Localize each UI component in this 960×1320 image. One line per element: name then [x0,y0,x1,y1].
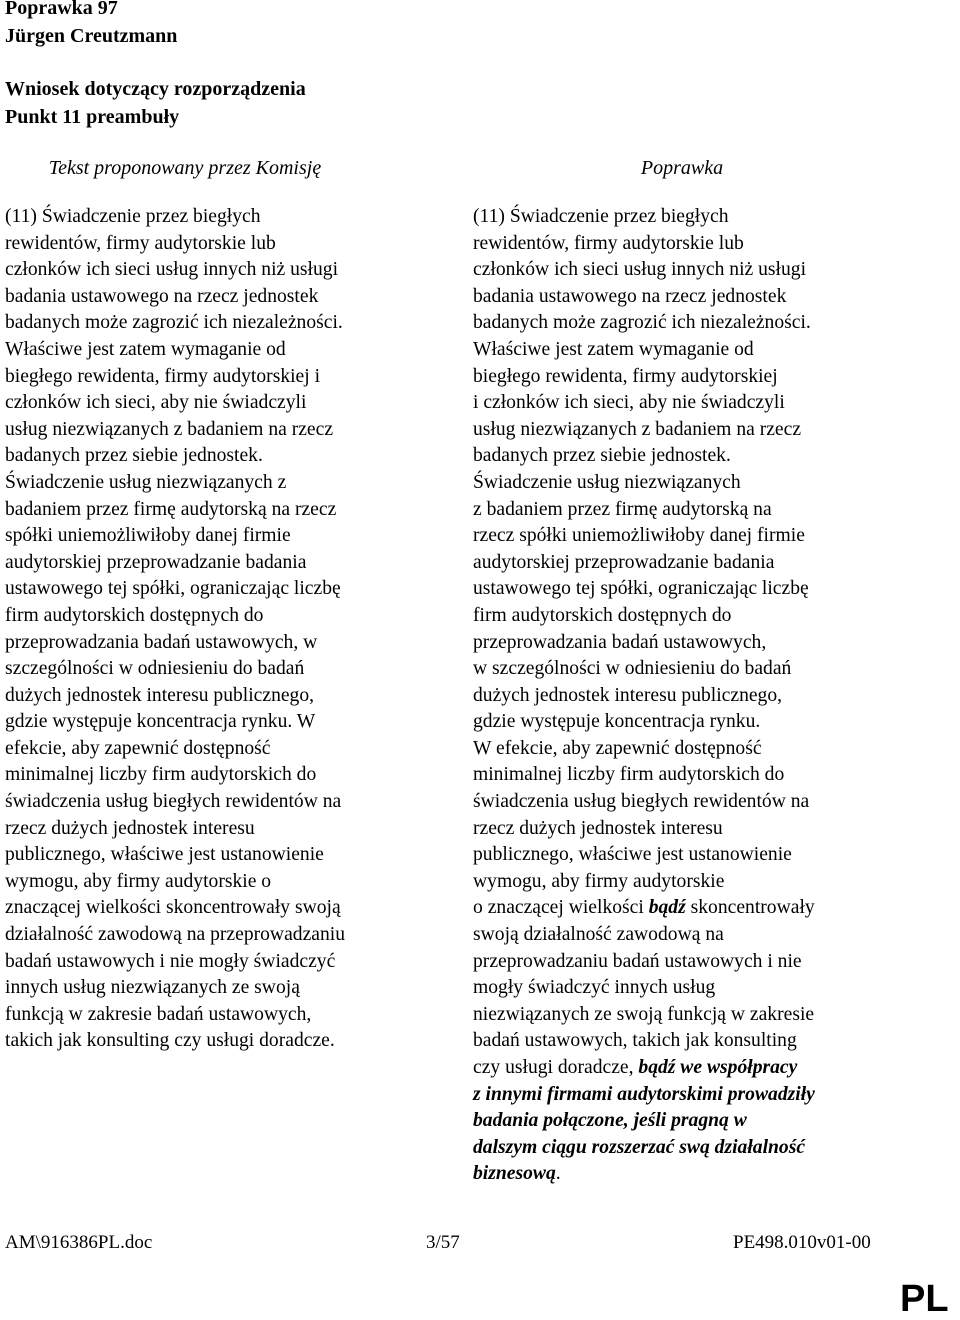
amendment-text-line [473,1135,815,1162]
amendment-text-segment: przeprowadzaniu badań ustawowych i nie [473,950,802,972]
amendment-text-line [473,523,815,550]
amendment-added-text: dalszym ciągu rozszerzać swą działalność [473,1136,806,1158]
amendment-text-segment: badanych przez siebie jednostek. [473,445,731,467]
amendment-text-line [473,576,815,603]
commission-text-line: szczególności w odniesieniu do badań [5,658,305,680]
amendment-text-segment: z badaniem przez firmę audytorską na [473,498,772,520]
commission-text-line: takich jak konsulting czy usługi doradcze. [5,1030,335,1052]
amendment-text-line [473,869,815,896]
commission-text-line: dużych jednostek interesu publicznego, [5,684,315,706]
commission-text-line: członków ich sieci usług innych niż usługi [5,259,339,281]
amendment-text-line [473,789,815,816]
amendment-header [5,0,306,131]
page-number: 3/57 [426,1232,460,1253]
commission-text-heading: Tekst proponowany przez Komisję [48,157,322,179]
amendment-text-line [473,1161,815,1188]
commission-text-line: spółki uniemożliwiłoby danej firmie [5,525,291,547]
amendment-text-segment: niezwiązanych ze swoją funkcją w zakresie [473,1003,815,1025]
amendment-text-segment: usług niezwiązanych z badaniem na rzecz [473,418,802,440]
commission-text-line: gdzie występuje koncentracja rynku. W [5,711,316,733]
amendment-text-line [473,310,815,337]
amendment-text-segment: i członków ich sieci, aby nie świadczyli [473,392,785,414]
amendment-text-line [473,762,815,789]
amendment-text-line [473,816,815,843]
amendment-text-line [473,1082,815,1109]
commission-text-line: rewidentów, firmy audytorskie lub [5,232,276,254]
amendment-text-segment: badań ustawowych, takich jak konsulting [473,1030,797,1052]
amendment-text-heading: Poprawka [640,157,724,179]
amendment-text-column [473,204,815,1188]
amendment-text-segment: dużych jednostek interesu publicznego, [473,684,783,706]
amendment-text-line [473,949,815,976]
commission-text-line: efekcie, aby zapewnić dostępność [5,737,271,759]
amendment-text-segment: mogły świadczyć innych usług [473,977,716,999]
amendment-text-line [473,736,815,763]
commission-text-line: badanych przez siebie jednostek. [5,445,263,467]
commission-text-line: Świadczenie usług niezwiązanych z [5,471,287,493]
amendment-text-line [473,922,815,949]
amendment-text-segment: wymogu, aby firmy audytorskie [473,870,725,892]
amendment-added-text: z innymi firmami audytorskimi prowadziły [473,1083,815,1105]
amendment-text-line [473,975,815,1002]
commission-text-line: usług niezwiązanych z badaniem na rzecz [5,418,334,440]
commission-text-column [5,204,345,1055]
amendment-text-line [473,337,815,364]
commission-text-line: badaniem przez firmę audytorską na rzecz [5,498,337,520]
amendment-text-segment: przeprowadzania badań ustawowych, [473,631,767,653]
commission-text-line: znaczącej wielkości skoncentrowały swoją [5,897,341,919]
amendment-number: Poprawka 97 [5,0,118,19]
amendment-text-line [473,709,815,736]
amendment-text-line [473,497,815,524]
amendment-text-line [473,895,815,922]
document-version: PE498.010v01-00 [733,1232,871,1253]
commission-text-line: badania ustawowego na rzecz jednostek [5,285,319,307]
amendment-text-segment: rzecz dużych jednostek interesu [473,817,723,839]
amendment-text-segment: o znaczącej wielkości [473,897,649,919]
amendment-added-text: badania połączone, jeśli pragną w [473,1110,747,1132]
commission-text-line: audytorskiej przeprowadzanie badania [5,551,307,573]
commission-text-line: członków ich sieci, aby nie świadczyli [5,392,307,414]
amendment-text-segment: w szczególności w odniesieniu do badań [473,658,792,680]
amendment-text-segment: (11) Świadczenie przez biegłych [473,206,729,227]
commission-text-line: funkcją w zakresie badań ustawowych, [5,1003,312,1025]
amendment-text-line [473,1055,815,1082]
commission-text-line: badanych może zagrozić ich niezależności. [5,312,343,334]
amendment-text-line [473,390,815,417]
amendment-text-segment: firm audytorskich dostępnych do [473,604,732,626]
amendment-text-line [473,630,815,657]
amendment-text-line [473,842,815,869]
amendment-text-line [473,417,815,444]
amendment-text-line [473,656,815,683]
amendment-text-segment: rewidentów, firmy audytorskie lub [473,232,744,254]
commission-text-line: świadczenia usług biegłych rewidentów na [5,791,342,813]
amendment-text-line [473,1002,815,1029]
amendment-text-line [473,231,815,258]
amendment-text-line [473,364,815,391]
amendment-text-line [473,204,815,231]
commission-text-line: firm audytorskich dostępnych do [5,604,264,626]
amendment-text-segment: członków ich sieci usług innych niż usługi [473,259,807,281]
language-code: PL [900,1278,949,1320]
commission-text-line: (11) Świadczenie przez biegłych [5,206,261,227]
commission-text-line: innych usług niezwiązanych ze swoją [5,977,300,999]
amendment-text-line [473,284,815,311]
amendment-text-line [473,470,815,497]
amendment-text-line [473,443,815,470]
amendment-text-segment: gdzie występuje koncentracja rynku. [473,711,761,733]
amendment-added-text: biznesową [473,1163,556,1185]
amendment-text-segment: biegłego rewidenta, firmy audytorskiej [473,365,778,387]
amendment-text-segment: świadczenia usług biegłych rewidentów na [473,791,810,813]
amendment-text-segment: ustawowego tej spółki, ograniczając liczbę [473,578,809,600]
amendment-text-segment: Właściwe jest zatem wymaganie od [473,338,754,360]
amendment-text-segment: czy usługi doradcze, [473,1057,639,1078]
commission-text-line: badań ustawowych i nie mogły świadczyć [5,950,336,972]
amendment-text-segment: badania ustawowego na rzecz jednostek [473,285,787,307]
recital-reference: Punkt 11 preambuły [5,106,180,128]
commission-text-line: przeprowadzania badań ustawowych, w [5,631,318,653]
commission-text-line: biegłego rewidenta, firmy audytorskiej i [5,365,321,387]
amendment-text-line [473,550,815,577]
document-reference: AM\916386PL.doc [5,1232,153,1253]
amendment-text-line [473,603,815,630]
commission-text-line: minimalnej liczby firm audytorskich do [5,764,317,786]
amendment-added-text: bądź we współpracy [638,1057,798,1078]
amendment-text-segment: swoją działalność zawodową na [473,924,724,946]
amendment-text-segment: badanych może zagrozić ich niezależności. [473,312,811,334]
amendment-text-segment: publicznego, właściwe jest ustanowienie [473,844,792,866]
amendment-added-text: bądź [648,897,686,919]
amendment-text-segment: . [555,1163,561,1185]
amendment-text-segment: audytorskiej przeprowadzanie badania [473,551,775,573]
proposal-title: Wniosek dotyczący rozporządzenia [5,78,306,100]
commission-text-line: wymogu, aby firmy audytorskie o [5,870,272,892]
commission-text-line: rzecz dużych jednostek interesu [5,817,255,839]
amendment-text-segment: minimalnej liczby firm audytorskich do [473,764,785,786]
amendment-text-segment: W efekcie, aby zapewnić dostępność [473,737,762,759]
amendment-text-line [473,683,815,710]
commission-text-line: Właściwe jest zatem wymaganie od [5,338,286,360]
amendment-text-line [473,1108,815,1135]
amendment-text-line [473,257,815,284]
amendment-text-segment: skoncentrowały [685,897,815,919]
amendment-author: Jürgen Creutzmann [5,25,178,47]
amendment-text-segment: Świadczenie usług niezwiązanych [473,471,741,493]
commission-text-line: publicznego, właściwe jest ustanowienie [5,844,324,866]
commission-text-line: działalność zawodową na przeprowadzaniu [5,924,346,946]
amendment-text-line [473,1028,815,1055]
commission-text-line: ustawowego tej spółki, ograniczając liczbę [5,578,341,600]
amendment-text-segment: rzecz spółki uniemożliwiłoby danej firmie [473,525,805,547]
